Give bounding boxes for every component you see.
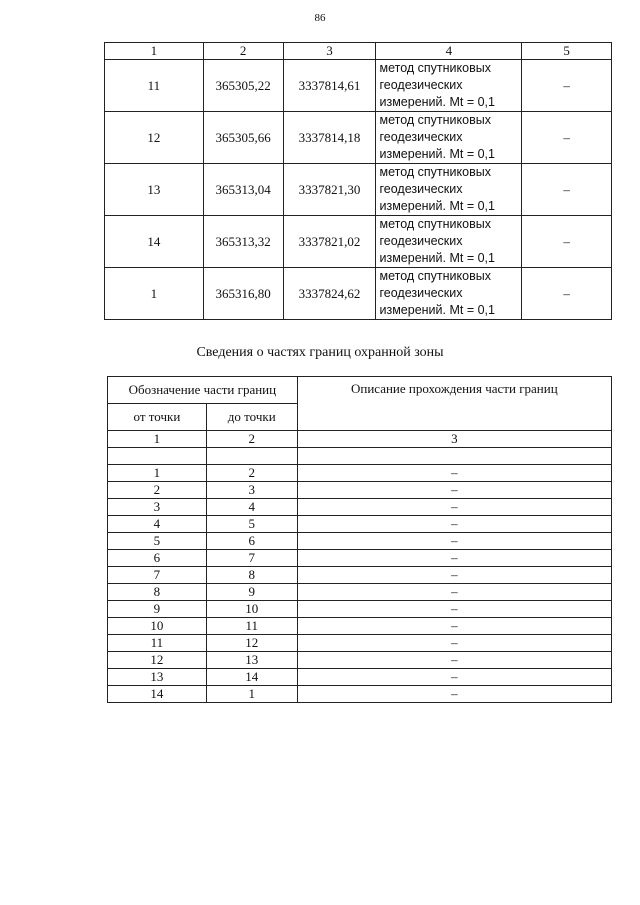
column-5-value: – — [522, 268, 612, 320]
to-point: 12 — [206, 635, 297, 652]
boundary-description: – — [297, 567, 611, 584]
column-number: 3 — [283, 43, 376, 60]
to-point: 14 — [206, 669, 297, 686]
table-row — [108, 618, 612, 635]
method-description — [376, 112, 522, 164]
boundary-description: – — [297, 533, 611, 550]
column-number: 2 — [203, 43, 283, 60]
header-boundary-description: Описание прохождения части границ — [297, 377, 611, 431]
from-point: 12 — [108, 652, 207, 669]
coordinates-table — [104, 42, 612, 320]
empty-cell — [206, 448, 297, 465]
from-point: 14 — [108, 686, 207, 703]
from-point: 13 — [108, 669, 207, 686]
from-point: 7 — [108, 567, 207, 584]
coordinate-y: 3337814,18 — [283, 112, 376, 164]
table-row — [108, 550, 612, 567]
column-5-value: – — [522, 112, 612, 164]
boundary-description: – — [297, 601, 611, 618]
column-number-row — [108, 431, 612, 448]
method-line: геодезических — [379, 286, 463, 300]
method-line: геодезических — [379, 78, 463, 92]
coordinate-x: 365316,80 — [203, 268, 283, 320]
to-point: 9 — [206, 584, 297, 601]
method-line: метод спутниковых — [379, 269, 491, 283]
boundary-description: – — [297, 686, 611, 703]
column-number: 1 — [105, 43, 204, 60]
coordinate-y: 3337814,61 — [283, 60, 376, 112]
boundary-description: – — [297, 635, 611, 652]
section-caption: Сведения о частях границ охранной зоны — [196, 345, 444, 360]
boundary-description: – — [297, 465, 611, 482]
coordinate-y: 3337821,02 — [283, 216, 376, 268]
point-number: 1 — [105, 268, 204, 320]
to-point: 5 — [206, 516, 297, 533]
method-line: измерений. Mt = 0,1 — [379, 251, 495, 265]
header-boundary-designation: Обозначение части границ — [108, 377, 298, 404]
table-header-row — [105, 43, 612, 60]
column-5-value: – — [522, 60, 612, 112]
table-row — [108, 652, 612, 669]
column-number: 3 — [297, 431, 611, 448]
table-row — [105, 60, 612, 112]
from-point: 5 — [108, 533, 207, 550]
method-description — [376, 164, 522, 216]
point-number: 12 — [105, 112, 204, 164]
to-point: 8 — [206, 567, 297, 584]
coordinate-y: 3337821,30 — [283, 164, 376, 216]
table-row — [108, 669, 612, 686]
boundary-parts-table — [107, 376, 612, 703]
boundary-description: – — [297, 482, 611, 499]
boundary-description: – — [297, 516, 611, 533]
method-line: геодезических — [379, 182, 463, 196]
point-number: 14 — [105, 216, 204, 268]
table-row — [108, 567, 612, 584]
column-5-value: – — [522, 216, 612, 268]
column-number: 2 — [206, 431, 297, 448]
header-from-point: от точки — [108, 404, 207, 431]
point-number: 13 — [105, 164, 204, 216]
method-line: измерений. Mt = 0,1 — [379, 147, 495, 161]
column-number: 5 — [522, 43, 612, 60]
coordinate-x: 365313,32 — [203, 216, 283, 268]
method-description — [376, 268, 522, 320]
boundary-description: – — [297, 618, 611, 635]
to-point: 4 — [206, 499, 297, 516]
method-line: измерений. Mt = 0,1 — [379, 199, 495, 213]
table-row — [108, 465, 612, 482]
table-row — [108, 584, 612, 601]
boundary-description: – — [297, 652, 611, 669]
table-row — [108, 516, 612, 533]
from-point: 11 — [108, 635, 207, 652]
to-point: 2 — [206, 465, 297, 482]
coordinate-x: 365313,04 — [203, 164, 283, 216]
table-row — [105, 164, 612, 216]
page-number: 86 — [314, 12, 326, 24]
coordinate-x: 365305,66 — [203, 112, 283, 164]
to-point: 6 — [206, 533, 297, 550]
from-point: 1 — [108, 465, 207, 482]
boundary-description: – — [297, 550, 611, 567]
to-point: 11 — [206, 618, 297, 635]
table-row — [108, 499, 612, 516]
method-description — [376, 60, 522, 112]
table-row — [108, 533, 612, 550]
from-point: 8 — [108, 584, 207, 601]
boundary-description: – — [297, 499, 611, 516]
method-line: метод спутниковых — [379, 61, 491, 75]
boundary-description: – — [297, 584, 611, 601]
from-point: 9 — [108, 601, 207, 618]
to-point: 7 — [206, 550, 297, 567]
column-number: 4 — [376, 43, 522, 60]
to-point: 3 — [206, 482, 297, 499]
table-row — [105, 112, 612, 164]
from-point: 6 — [108, 550, 207, 567]
table-row — [108, 482, 612, 499]
column-5-value: – — [522, 164, 612, 216]
coordinate-y: 3337824,62 — [283, 268, 376, 320]
method-line: измерений. Mt = 0,1 — [379, 95, 495, 109]
table-row — [105, 268, 612, 320]
from-point: 10 — [108, 618, 207, 635]
from-point: 4 — [108, 516, 207, 533]
boundary-description: – — [297, 669, 611, 686]
from-point: 2 — [108, 482, 207, 499]
header-to-point: до точки — [206, 404, 297, 431]
method-description — [376, 216, 522, 268]
to-point: 10 — [206, 601, 297, 618]
table-row — [108, 601, 612, 618]
point-number: 11 — [105, 60, 204, 112]
method-line: геодезических — [379, 234, 463, 248]
table-row — [108, 635, 612, 652]
empty-cell — [297, 448, 611, 465]
to-point: 1 — [206, 686, 297, 703]
table-header-row — [108, 377, 612, 404]
method-line: метод спутниковых — [379, 165, 491, 179]
method-line: геодезических — [379, 130, 463, 144]
coordinate-x: 365305,22 — [203, 60, 283, 112]
column-number: 1 — [108, 431, 207, 448]
to-point: 13 — [206, 652, 297, 669]
empty-cell — [108, 448, 207, 465]
method-line: метод спутниковых — [379, 113, 491, 127]
table-row — [105, 216, 612, 268]
from-point: 3 — [108, 499, 207, 516]
empty-row — [108, 448, 612, 465]
method-line: метод спутниковых — [379, 217, 491, 231]
table-row — [108, 686, 612, 703]
method-line: измерений. Mt = 0,1 — [379, 303, 495, 317]
